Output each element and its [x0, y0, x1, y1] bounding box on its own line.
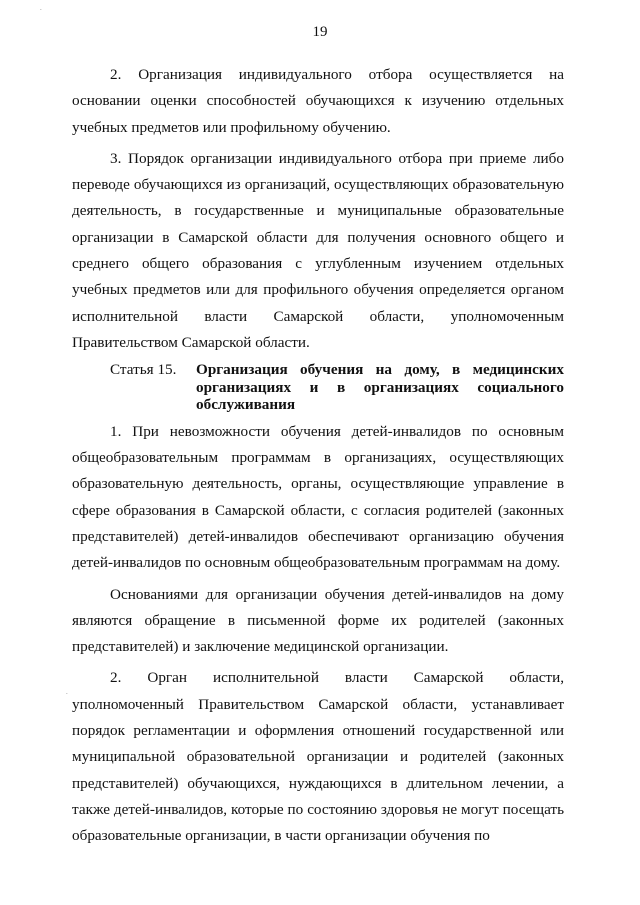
scan-mark: . — [40, 4, 42, 12]
paragraph-selection-procedure: 3. Порядок организации индивидуального отбора при приеме либо переводе обучающихся из организаций, осуществляющих образовательную деятельность, в государственные и муниципальные образовательные организации в Самарской области для получения основного общего и среднего общего образования с углубленным изучением отдельных учебных предметов или для профильного обучения определяется органом исполнительной власти Самарской области, уполномоченным Правительством Самарской области. — [72, 149, 564, 351]
article-title: Организация обучения на дому, в медицинских организациях и в организациях социального обслуживания — [196, 361, 564, 414]
article-number: Статья 15. — [110, 361, 177, 379]
article-heading — [72, 361, 564, 414]
paragraph-selection-basis: 2. Организация индивидуального отбора осуществляется на основании оценки способностей обучающихся к изучению отдельных учебных предметов или профильному обучению. — [72, 66, 564, 136]
document-body — [72, 62, 564, 850]
scan-mark: . — [66, 688, 68, 696]
paragraph-home-education: 1. При невозможности обучения детей-инвалидов по основным общеобразовательным программам в организациях, осуществляющих образовательную деятельность, органы, осуществляющие управление в сфере образования в Самарской области, с согласия родителей (законных представителей) детей-инвалидов обеспечивают организацию обучения детей-инвалидов по основным общеобразовательным программам на дому. — [72, 422, 564, 572]
page-number: 19 — [312, 24, 328, 40]
paragraph-home-education-grounds: Основаниями для организации обучения детей-инвалидов на дому являются обращение в письменной форме их родителей (законных представителей) и заключение медицинской организации. — [72, 585, 564, 656]
paragraph-regulation-procedure: 2. Орган исполнительной власти Самарской области, уполномоченный Правительством Самарской области, устанавливает порядок регламентации и оформления отношений государственной или муниципальной образовательной организации и родителей (законных представителей) обучающихся, нуждающихся в длительном лечении, а также детей-инвалидов, которые по состоянию здоровья не могут посещать образовательные организации, в части организации обучения по — [72, 669, 564, 845]
